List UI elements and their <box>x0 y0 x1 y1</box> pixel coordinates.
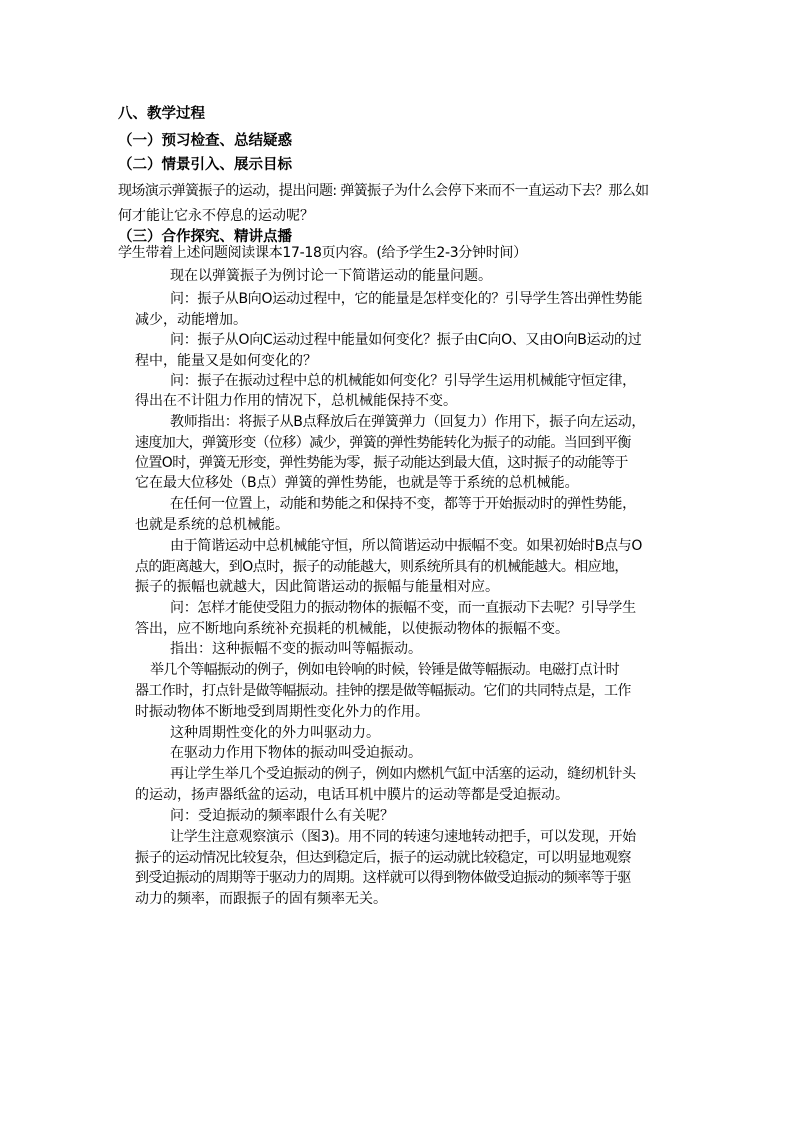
paragraph-line: 得出在不计阻力作用的情况下，总机械能保持不变。 <box>135 393 457 409</box>
paragraph-line: 速度加大，弹簧形变（位移）减少，弹簧的弹性势能转化为振子的动能。当回到平衡 <box>135 435 631 451</box>
paragraph-line: 它在最大位移处（B点）弹簧的弹性势能，也就是等于系统的总机械能。 <box>135 475 579 491</box>
paragraph-line: 现在以弹簧振子为例讨论一下简谐运动的能量问题。 <box>170 268 492 284</box>
paragraph-line: 学生带着上述问题阅读课本17-18页内容。(给予学生2-3分钟时间） <box>118 245 527 261</box>
paragraph-line: 教师指出：将振子从B点释放后在弹簧弹力（回复力）作用下，振子向左运动， <box>170 414 646 430</box>
paragraph-line: 也就是系统的总机械能。 <box>135 517 289 533</box>
paragraph-line: 问：受迫振动的频率跟什么有关呢？ <box>170 808 394 824</box>
paragraph-line: 答出，应不断地向系统补充损耗的机械能，以使振动物体的振幅不变。 <box>135 621 569 637</box>
paragraph-line: 这种周期性变化的外力叫驱动力。 <box>170 725 380 741</box>
paragraph-line: 问：振子在振动过程中总的机械能如何变化？引导学生运用机械能守恒定律， <box>170 373 636 389</box>
paragraph-line: 动力的频率，而跟振子的固有频率无关。 <box>135 891 387 907</box>
paragraph-line: 程中，能量又是如何变化的？ <box>135 353 317 369</box>
paragraph-line: 时振动物体不断地受到周期性变化外力的作用。 <box>135 704 429 720</box>
paragraph-line: 器工作时，打点针是做等幅振动。挂钟的摆是做等幅振动。它们的共同特点是，工作 <box>135 683 631 699</box>
paragraph-line: 的运动，扬声器纸盆的运动，电话耳机中膜片的运动等都是受迫振动。 <box>135 787 569 803</box>
paragraph-line: 举几个等幅振动的例子，例如电铃响的时候，铃锤是做等幅振动。电磁打点计时 <box>150 662 619 678</box>
paragraph-line: 到受迫振动的周期等于驱动力的周期。这样就可以得到物体做受迫振动的频率等于驱 <box>135 870 631 886</box>
paragraph-line: 问：振子从B向O运动过程中，它的能量是怎样变化的？引导学生答出弹性势能 <box>170 291 643 307</box>
subheading-cooperative-inquiry: （三）合作探究、精讲点播 <box>118 229 292 245</box>
paragraph-line: 减少，动能增加。 <box>135 312 247 328</box>
subheading-scene-intro: （二）情景引入、展示目标 <box>118 157 292 173</box>
subheading-preview-check: （一）预习检查、总结疑惑 <box>118 133 292 149</box>
paragraph-line: 位置O时，弹簧无形变，弹性势能为零，振子动能达到最大值，这时振子的动能等于 <box>135 455 628 471</box>
paragraph-line: 在驱动力作用下物体的振动叫受迫振动。 <box>170 745 422 761</box>
paragraph-line: 指出：这种振幅不变的振动叫等幅振动。 <box>170 641 422 657</box>
paragraph-line: 何才能让它永不停息的运动呢？ <box>118 208 314 224</box>
paragraph-line: 再让学生举几个受迫振动的例子，例如内燃机气缸中活塞的运动，缝纫机针头 <box>170 766 636 782</box>
paragraph-line: 由于简谐运动中总机械能守恒，所以简谐运动中振幅不变。如果初始时B点与O <box>170 538 643 554</box>
section-heading-teaching-process: 八、教学过程 <box>118 106 205 122</box>
paragraph-line: 问：怎样才能使受阻力的振动物体的振幅不变，而一直振动下去呢？引导学生 <box>170 600 636 616</box>
paragraph-line: 振子的运动情况比较复杂，但达到稳定后，振子的运动就比较稳定，可以明显地观察 <box>135 850 631 866</box>
paragraph-line: 点的距离越大，到O点时，振子的动能越大，则系统所具有的机械能越大。相应地， <box>135 559 628 575</box>
paragraph-line: 振子的振幅也就越大，因此简谐运动的振幅与能量相对应。 <box>135 579 499 595</box>
paragraph-line: 现场演示弹簧振子的运动，提出问题: 弹簧振子为什么会停下来而不一直运动下去？那么如 <box>118 183 649 199</box>
paragraph-line: 问：振子从O向C运动过程中能量如何变化？振子由C向O、又由O向B运动的过 <box>170 332 642 348</box>
paragraph-line: 在任何一位置上，动能和势能之和保持不变，都等于开始振动时的弹性势能， <box>170 496 636 512</box>
paragraph-line: 让学生注意观察演示（图3)。用不同的转速匀速地转动把手，可以发现，开始 <box>170 829 636 845</box>
